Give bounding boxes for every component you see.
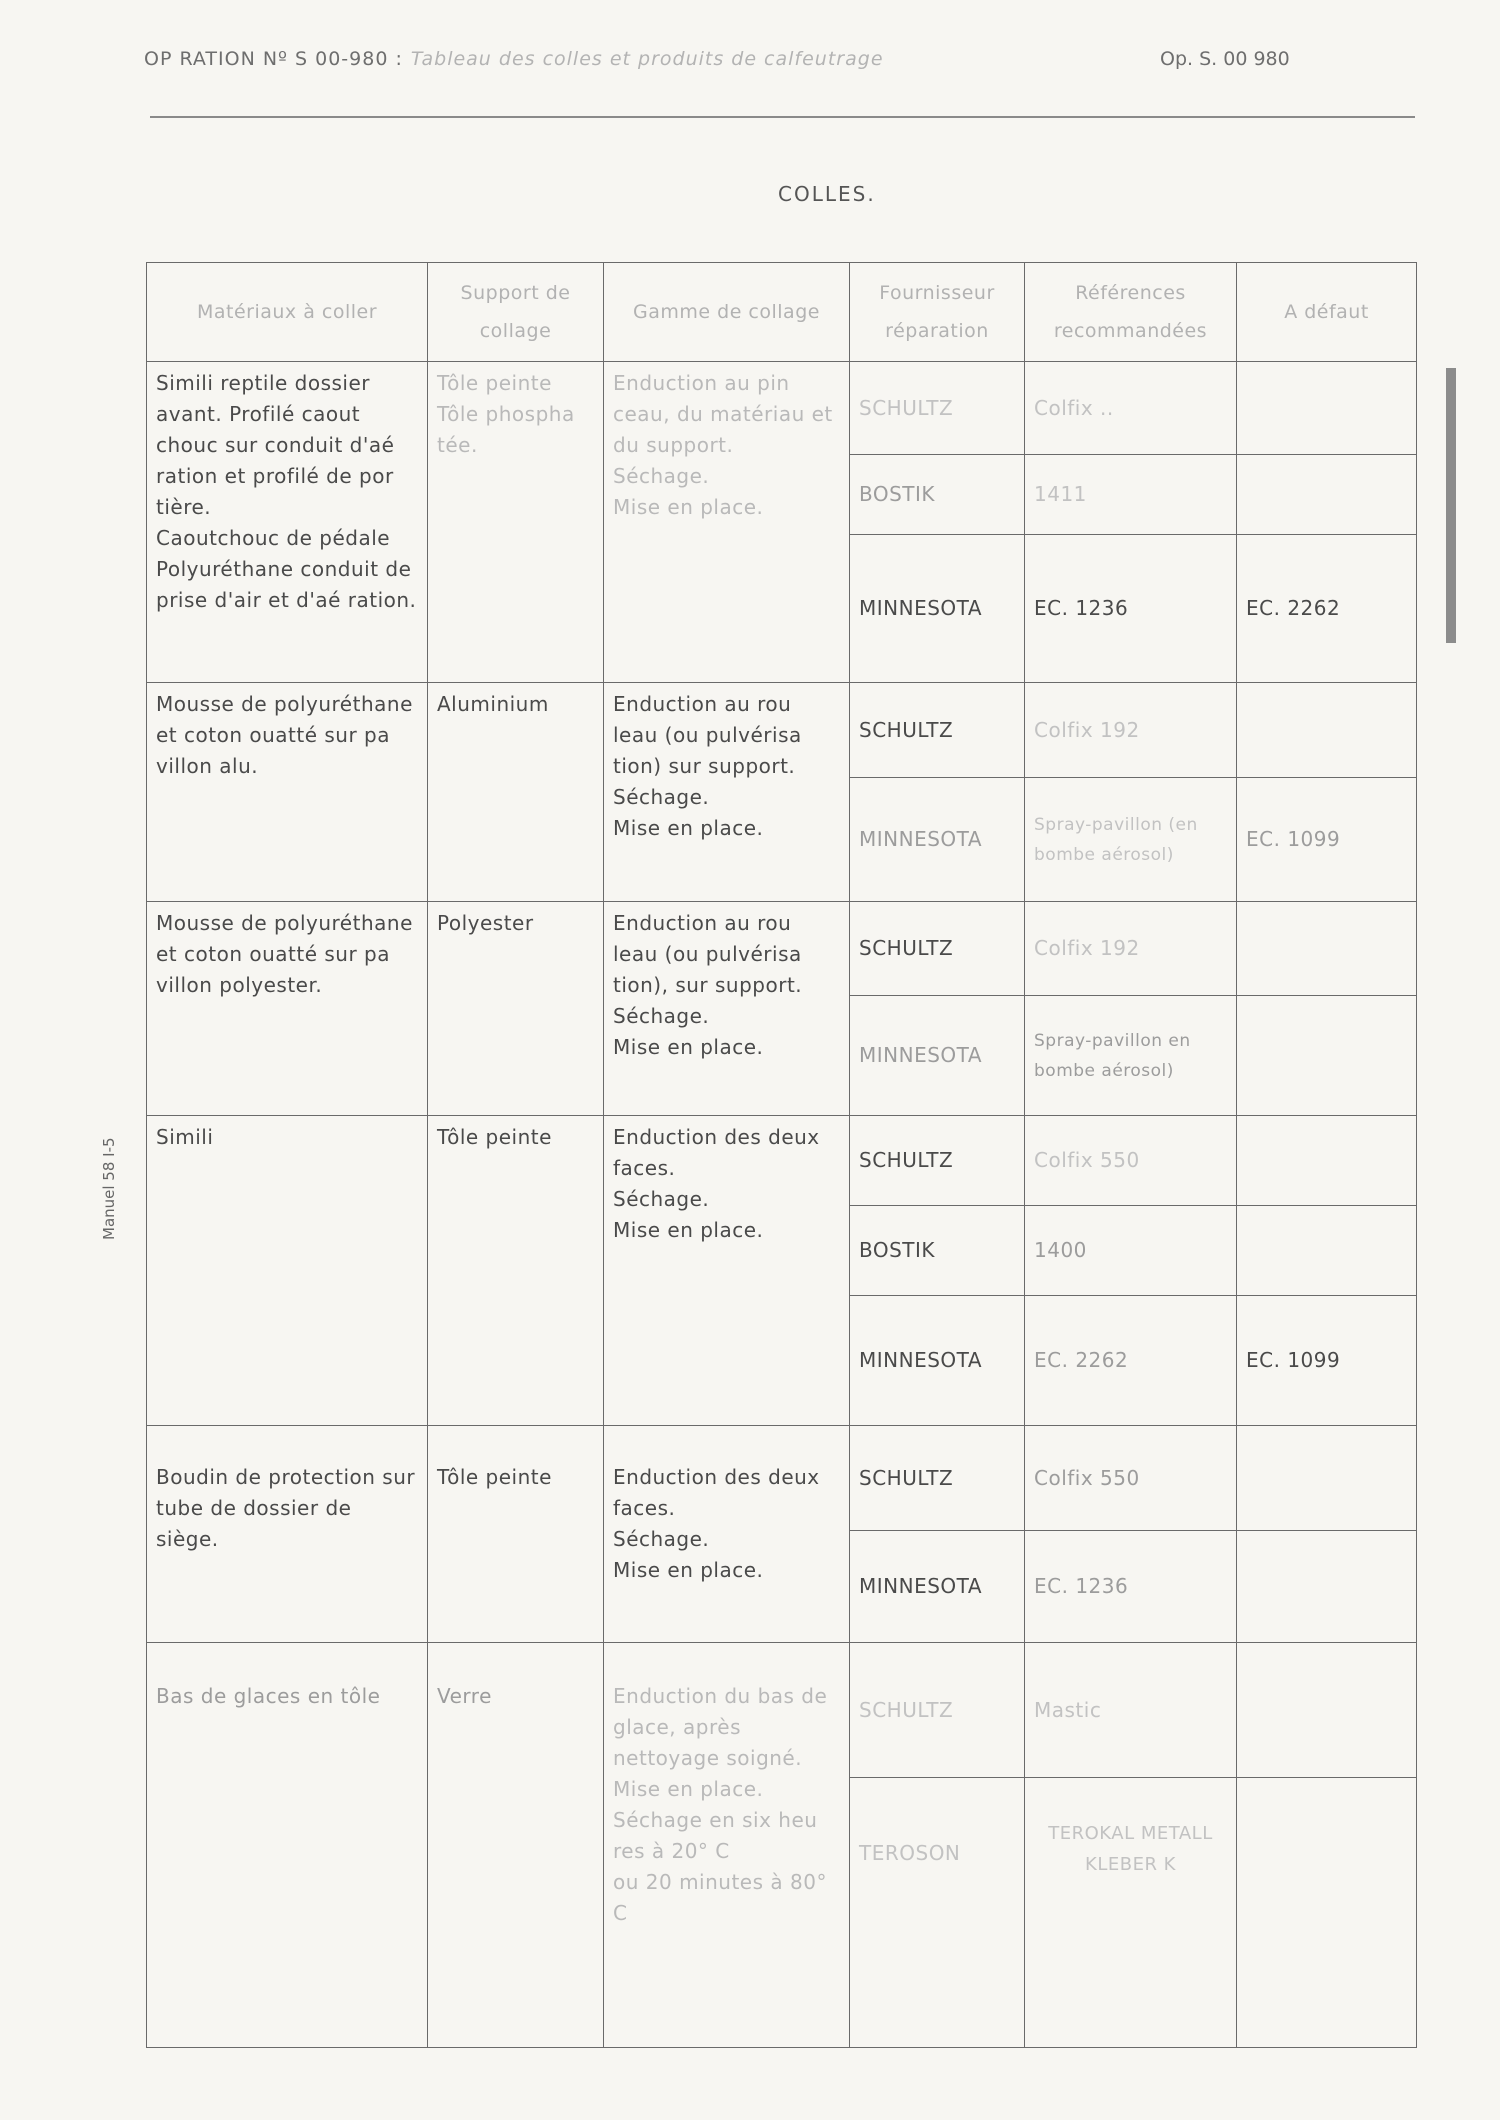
alternative-cell <box>1237 1531 1417 1643</box>
supplier-cell: MINNESOTA <box>850 535 1025 683</box>
supplier-cell: BOSTIK <box>850 1206 1025 1296</box>
column-header-process: Gamme de collage <box>604 263 850 362</box>
process-cell: Enduction au rou leau (ou pulvérisa tion) sur support. Séchage. Mise en place. <box>604 683 850 902</box>
alternative-cell <box>1237 362 1417 455</box>
reference-cell: Colfix 192 <box>1025 902 1237 996</box>
alternative-cell <box>1237 1426 1417 1531</box>
reference-cell: 1411 <box>1025 455 1237 535</box>
alternative-cell <box>1237 996 1417 1116</box>
table-row <box>147 1426 1417 1531</box>
supplier-cell: SCHULTZ <box>850 1426 1025 1531</box>
reference-cell: EC. 1236 <box>1025 1531 1237 1643</box>
column-header-support: Support de collage <box>428 263 604 362</box>
reference-cell: Spray-pavillon en bombe aérosol) <box>1025 996 1237 1116</box>
page-title: COLLES. <box>778 182 876 206</box>
support-cell: Tôle peinte <box>428 1116 604 1426</box>
column-header-alternative: A défaut <box>1237 263 1417 362</box>
material-cell: Boudin de protection sur tube de dossier de siège. <box>147 1426 428 1643</box>
column-header-reference: Références recommandées <box>1025 263 1237 362</box>
process-cell: Enduction des deux faces. Séchage. Mise en place. <box>604 1116 850 1426</box>
supplier-cell: TEROSON <box>850 1778 1025 2048</box>
process-cell: Enduction du bas de glace, après nettoyage soigné. Mise en place. Séchage en six heu res à 20° C ou 20 minutes à 80° C <box>604 1643 850 2048</box>
material-cell: Simili reptile dossier avant. Profilé caout chouc sur conduit d'aé ration et profilé de por tière. Caoutchouc de pédale Polyuréthane conduit de prise d'air et d'aé ration. <box>147 362 428 683</box>
side-label: Manuel 58 I-5 <box>100 1137 118 1240</box>
supplier-cell: SCHULTZ <box>850 683 1025 778</box>
support-cell: Aluminium <box>428 683 604 902</box>
material-cell: Mousse de polyuréthane et coton ouatté sur pa villon alu. <box>147 683 428 902</box>
alternative-cell <box>1237 455 1417 535</box>
reference-cell: EC. 1236 <box>1025 535 1237 683</box>
supplier-cell: MINNESOTA <box>850 996 1025 1116</box>
alternative-cell <box>1237 683 1417 778</box>
operation-header <box>144 48 884 70</box>
reference-cell: Colfix 550 <box>1025 1426 1237 1531</box>
material-cell: Bas de glaces en tôle <box>147 1643 428 2048</box>
supplier-cell: MINNESOTA <box>850 1296 1025 1426</box>
process-cell: Enduction des deux faces. Séchage. Mise en place. <box>604 1426 850 1643</box>
table-row <box>147 362 1417 455</box>
operation-reference: Op. S. 00 980 <box>1160 48 1290 70</box>
alternative-cell <box>1237 1116 1417 1206</box>
alternative-cell <box>1237 1643 1417 1778</box>
material-cell: Mousse de polyuréthane et coton ouatté sur pa villon polyester. <box>147 902 428 1116</box>
table-row <box>147 683 1417 778</box>
material-cell: Simili <box>147 1116 428 1426</box>
column-header-supplier: Fournisseur réparation <box>850 263 1025 362</box>
support-cell: Tôle peinte <box>428 1426 604 1643</box>
support-cell: Polyester <box>428 902 604 1116</box>
supplier-cell: MINNESOTA <box>850 778 1025 902</box>
reference-cell: Colfix 192 <box>1025 683 1237 778</box>
support-cell: Tôle peinte Tôle phospha tée. <box>428 362 604 683</box>
reference-cell: 1400 <box>1025 1206 1237 1296</box>
table-row <box>147 1116 1417 1206</box>
reference-cell: TEROKAL METALL KLEBER K <box>1025 1778 1237 2048</box>
alternative-cell <box>1237 902 1417 996</box>
process-cell: Enduction au rou leau (ou pulvérisa tion), sur support. Séchage. Mise en place. <box>604 902 850 1116</box>
alternative-cell <box>1237 1206 1417 1296</box>
column-header-material: Matériaux à coller <box>147 263 428 362</box>
reference-cell: Spray-pavillon (en bombe aérosol) <box>1025 778 1237 902</box>
scan-mark <box>1446 368 1456 643</box>
operation-number: OP RATION Nº S 00-980 : <box>144 48 403 70</box>
supplier-cell: BOSTIK <box>850 455 1025 535</box>
supplier-cell: SCHULTZ <box>850 1643 1025 1778</box>
alternative-cell <box>1237 1778 1417 2048</box>
supplier-cell: MINNESOTA <box>850 1531 1025 1643</box>
operation-subtitle: Tableau des colles et produits de calfeutrage <box>410 48 884 70</box>
alternative-cell: EC. 1099 <box>1237 778 1417 902</box>
table-row <box>147 902 1417 996</box>
adhesives-table <box>146 262 1417 2048</box>
process-cell: Enduction au pin ceau, du matériau et du support. Séchage. Mise en place. <box>604 362 850 683</box>
reference-cell: Colfix 550 <box>1025 1116 1237 1206</box>
supplier-cell: SCHULTZ <box>850 902 1025 996</box>
reference-cell: Colfix .. <box>1025 362 1237 455</box>
reference-cell: Mastic <box>1025 1643 1237 1778</box>
table-header-row <box>147 263 1417 362</box>
alternative-cell: EC. 2262 <box>1237 535 1417 683</box>
supplier-cell: SCHULTZ <box>850 1116 1025 1206</box>
header-rule <box>150 116 1415 118</box>
support-cell: Verre <box>428 1643 604 2048</box>
reference-cell: EC. 2262 <box>1025 1296 1237 1426</box>
alternative-cell: EC. 1099 <box>1237 1296 1417 1426</box>
table-row <box>147 1643 1417 1778</box>
supplier-cell: SCHULTZ <box>850 362 1025 455</box>
